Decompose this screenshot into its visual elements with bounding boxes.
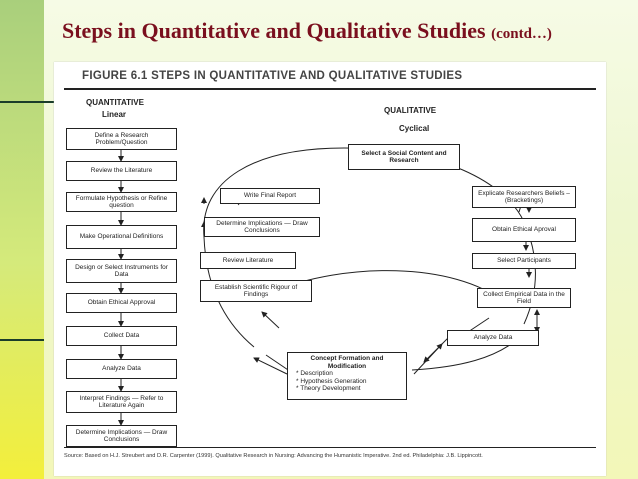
- slide-sidebar: [0, 0, 44, 479]
- qual-select-participants: Select Participants: [472, 253, 576, 269]
- qual-obtain-ethical: Obtain Ethical Aproval: [472, 218, 576, 242]
- quant-step-10: Determine Implications — Draw Conclusions: [66, 425, 177, 447]
- quant-step-9: Interpret Findings — Refer to Literature Again: [66, 391, 177, 413]
- figure-source: Source: Based on H.J. Streubert and D.R. Carpenter (1999). Qualitative Research in Nursing: Advancing the Humanistic Imperative. 2nd ed. Philadelphia: J.B. Lippincott.: [64, 453, 483, 459]
- arrow-analyze-to-concept: [424, 338, 448, 362]
- quant-step-8: Analyze Data: [66, 359, 177, 379]
- qual-analyze-data: Analyze Data: [447, 330, 539, 346]
- qual-write-report: Write Final Report: [220, 188, 320, 204]
- qualitative-subheading: Cyclical: [399, 124, 430, 133]
- figure-heading: FIGURE 6.1 STEPS IN QUANTITATIVE AND QUALITATIVE STUDIES: [82, 70, 463, 82]
- figure-panel: [54, 62, 606, 476]
- qual-concept-formation: [287, 352, 407, 400]
- slide-title: [62, 18, 552, 44]
- quant-step-7: Collect Data: [66, 326, 177, 346]
- concept-item-theory: * Theory Development: [296, 385, 361, 393]
- quantitative-heading: QUANTITATIVE: [86, 98, 144, 107]
- quant-step-6: Obtain Ethical Approval: [66, 293, 177, 313]
- slide-title-suffix: (contd…): [491, 26, 552, 42]
- qual-collect-empirical: Collect Empirical Data in the Field: [477, 288, 571, 308]
- cycle-arc-left: [204, 148, 344, 347]
- inner-arc-bottom: [412, 342, 514, 370]
- concept-item-hypothesis: * Hypothesis Generation: [296, 377, 367, 385]
- sidebar-divider-top: [0, 101, 60, 103]
- quant-step-1: Define a Research Problem/Question: [66, 128, 177, 150]
- qual-determine-implications: Determine Implications — Draw Conclusions: [204, 217, 320, 237]
- qual-select-context: Select a Social Content and Research: [348, 144, 460, 170]
- qual-review-literature: Review Literature: [200, 252, 296, 269]
- concept-title: Concept Formation and Modification: [310, 355, 384, 370]
- quant-step-5: Design or Select Instruments for Data: [66, 259, 177, 283]
- concept-item-description: * Description: [296, 370, 333, 378]
- quantitative-subheading: Linear: [102, 110, 127, 119]
- sidebar-divider-bottom: [0, 339, 44, 341]
- arrow-rigour-upward: [262, 312, 279, 328]
- quant-step-2: Review the Literature: [66, 161, 177, 181]
- qual-explicate-beliefs: Explicate Researchers Beliefs – (Bracketings): [472, 186, 576, 208]
- source-rule: [64, 447, 596, 448]
- slide-title-text: Steps in Quantitative and Qualitative Studies: [62, 18, 486, 43]
- quant-step-4: Make Operational Definitions: [66, 225, 177, 249]
- qual-establish-rigour: Establish Scientific Rigour of Findings: [200, 280, 312, 302]
- qualitative-heading: QUALITATIVE: [384, 106, 437, 115]
- quant-step-3: Formulate Hypothesis or Refine question: [66, 192, 177, 212]
